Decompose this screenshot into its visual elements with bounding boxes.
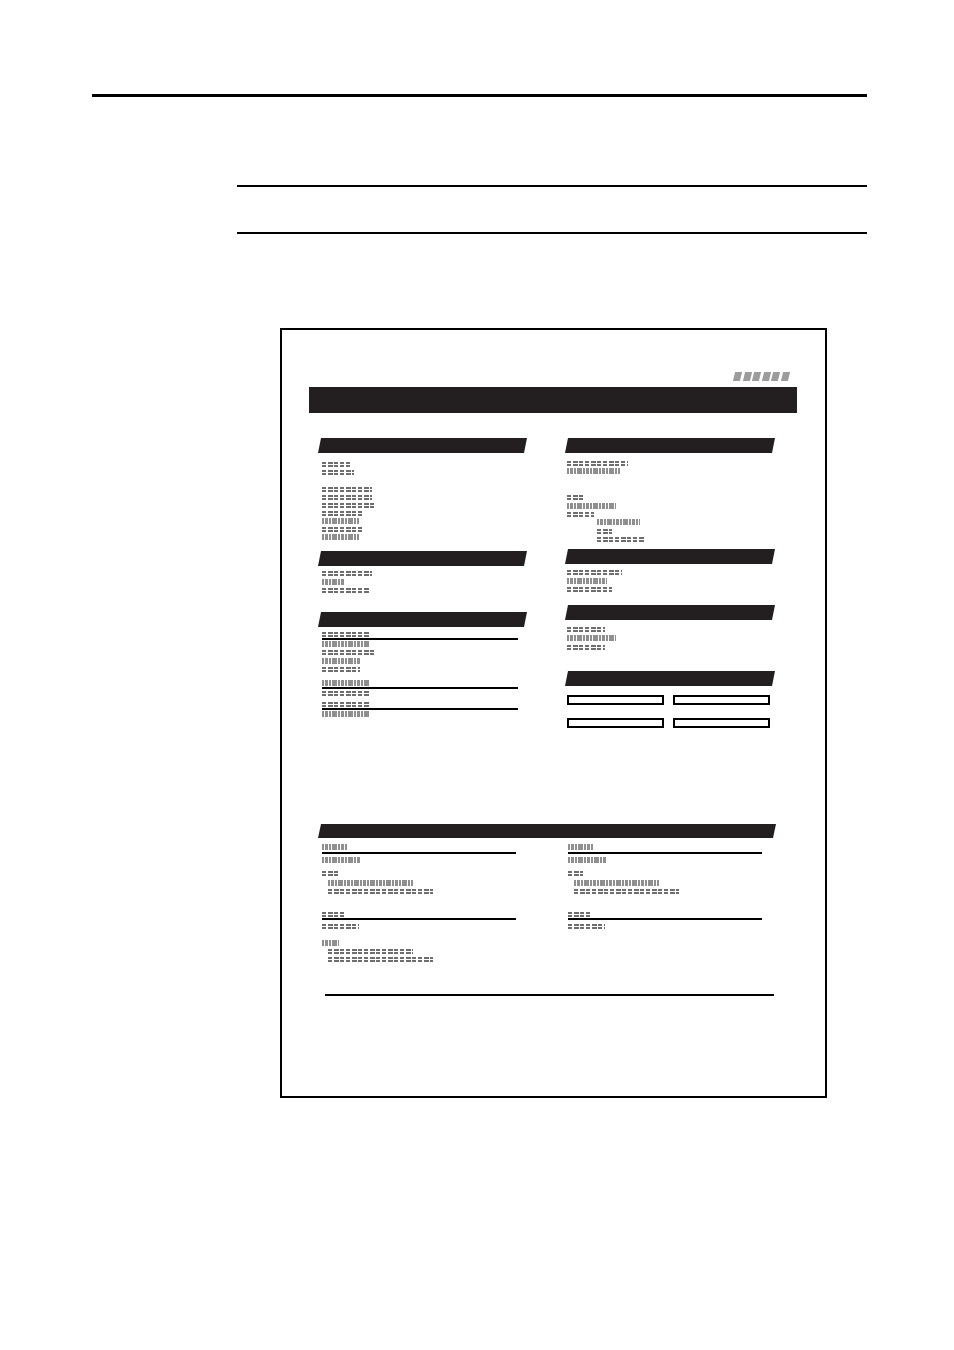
greeked-text-line xyxy=(567,587,612,592)
greeked-text-line xyxy=(322,871,338,876)
field-underline xyxy=(325,994,774,996)
greeked-text-line xyxy=(567,627,605,632)
section-header-bar-right-4 xyxy=(565,671,775,686)
greeked-text-line xyxy=(322,527,362,532)
greeked-text-line-bold xyxy=(597,519,640,525)
greeked-text-line-bold xyxy=(322,857,360,863)
field-underline xyxy=(322,638,518,640)
greeked-text-line xyxy=(328,949,413,954)
greeked-text-line xyxy=(568,912,592,917)
greeked-text-line-bold xyxy=(322,518,359,524)
field-underline xyxy=(322,918,516,920)
section-header-bar-left-3 xyxy=(318,612,527,627)
greeked-text-line-bold xyxy=(567,503,616,509)
greeked-text-line xyxy=(328,889,433,894)
greeked-text-line xyxy=(597,537,644,542)
greeked-text-line xyxy=(567,570,622,575)
greeked-text-line-bold xyxy=(322,534,359,540)
section-header-bar-left-2 xyxy=(318,551,527,566)
greeked-text-line xyxy=(567,512,594,517)
entry-box xyxy=(567,695,664,705)
greeked-text-line xyxy=(568,924,605,929)
greeked-text-line xyxy=(567,645,605,650)
greeked-text-line xyxy=(322,691,370,696)
greeked-text-line xyxy=(567,461,628,466)
greeked-text-line-bold xyxy=(567,635,616,641)
section-header-bar-left-1 xyxy=(318,438,527,453)
field-underline xyxy=(568,852,762,854)
field-underline xyxy=(322,687,518,689)
greeked-text-line-bold xyxy=(322,940,339,946)
greeked-text-line xyxy=(322,702,370,707)
greeked-text-line xyxy=(322,495,372,500)
greeked-text-line xyxy=(322,462,350,467)
greeked-text-line-bold xyxy=(568,844,593,850)
greeked-text-line xyxy=(322,912,346,917)
greeked-text-line-bold xyxy=(322,641,370,647)
greeked-text-line xyxy=(322,588,370,593)
heading-rule-top xyxy=(237,185,867,187)
section-header-bar-right-3 xyxy=(565,605,775,620)
greeked-text-line-bold xyxy=(322,711,370,717)
section-header-bar-bottom xyxy=(318,824,776,838)
greeked-text-line xyxy=(322,650,375,655)
greeked-text-line-bold xyxy=(568,857,606,863)
greeked-text-line xyxy=(322,667,360,672)
greeked-text-line-bold xyxy=(567,468,620,474)
status-page-title-bar xyxy=(309,387,797,413)
field-underline xyxy=(322,708,518,710)
greeked-text-line xyxy=(322,571,372,576)
greeked-text-line xyxy=(322,511,362,516)
greeked-text-line-bold xyxy=(574,880,659,886)
greeked-text-line xyxy=(567,495,585,500)
greeked-text-line-bold xyxy=(322,680,370,686)
entry-box xyxy=(567,718,664,728)
greeked-text-line xyxy=(322,503,375,508)
field-underline xyxy=(322,852,516,854)
greeked-text-line xyxy=(574,889,679,894)
section-header-bar-right-2 xyxy=(565,549,775,564)
greeked-text-line-bold xyxy=(322,579,344,585)
greeked-text-line-bold xyxy=(322,658,360,664)
page-top-rule xyxy=(92,94,867,97)
greeked-text-line xyxy=(322,632,370,637)
section-header-bar-right-1 xyxy=(565,438,775,453)
greeked-text-line xyxy=(322,470,354,475)
greeked-text-line-bold xyxy=(322,844,347,850)
greeked-text-line-bold xyxy=(328,880,413,886)
heading-rule-bottom xyxy=(237,232,867,234)
greeked-text-line-bold xyxy=(567,578,607,584)
greeked-text-line xyxy=(597,529,612,534)
entry-box xyxy=(673,718,770,728)
greeked-text-line xyxy=(568,871,583,876)
entry-box xyxy=(673,695,770,705)
field-underline xyxy=(568,918,762,920)
greeked-text-line xyxy=(322,924,359,929)
greeked-text-line xyxy=(322,487,372,492)
greeked-text-line xyxy=(328,957,433,962)
